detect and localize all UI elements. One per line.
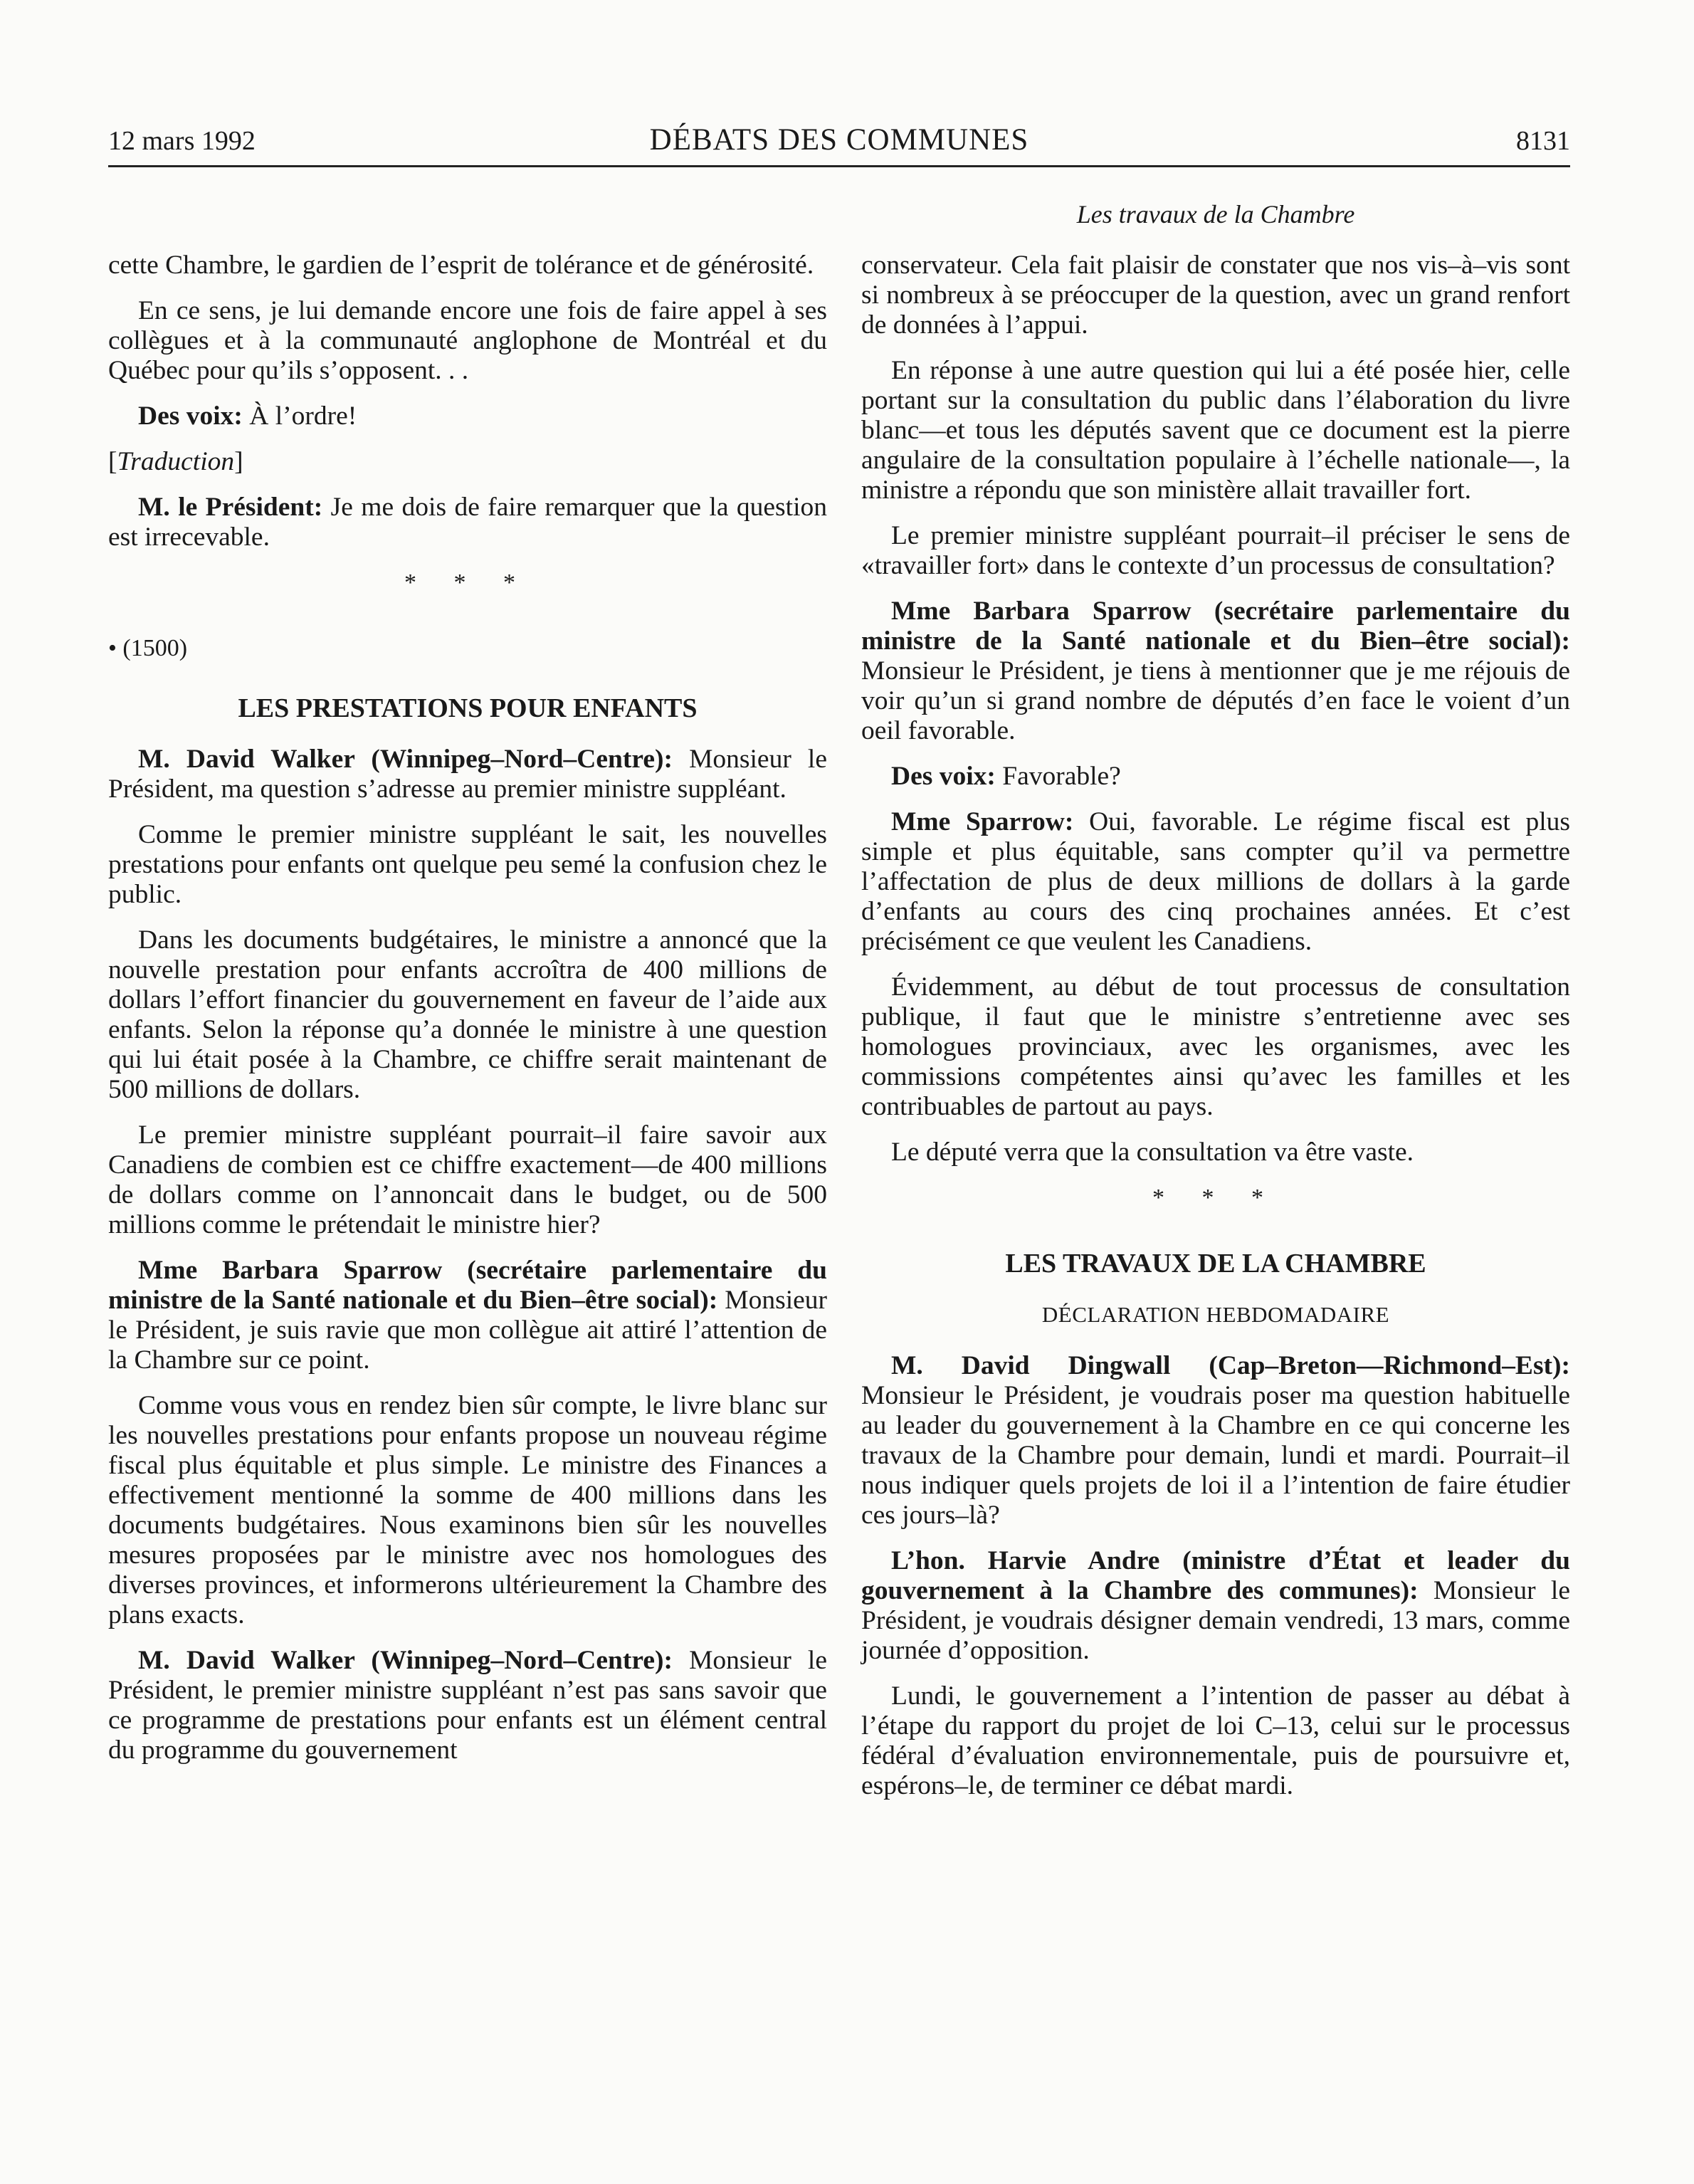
paragraph: Lundi, le gouvernement a l’intention de passer au débat à l’étape du rapport du projet de loi C–13, celui sur le processus fédéral d’évaluation environnementale, puis de poursuivre et, espérons–le, de terminer ce débat mardi. [861,1681,1570,1800]
section-separator: * * * [404,569,531,596]
paragraph: Mme Sparrow: Oui, favorable. Le régime fiscal est plus simple et plus équitable, sans compter qu’il va permettre l’affectation de plus de deux millions de dollars à la garde d’enfants au cours des cinq prochaines années. Et c’est précisément ce que veulent les Canadiens. [861,807,1570,956]
speaker: M. David Dingwall (Cap–Breton—Richmond–Est): [891,1351,1570,1380]
translation-note: [Traduction] [108,447,243,476]
header-title: DÉBATS DES COMMUNES [649,123,1029,157]
paragraph: M. David Dingwall (Cap–Breton—Richmond–Est): Monsieur le Président, je voudrais poser ma question habituelle au leader du gouvernement à la Chambre en ce qui concerne les travaux de la Chambre pour demain, lundi et mardi. Pourrait–il nous indiquer quels projets de loi il a l’intention de faire étudier ces jours–là? [861,1351,1570,1530]
section-separator: * * * [1152,1185,1279,1211]
speaker: Mme Barbara Sparrow (secrétaire parlementaire du ministre de la Santé nationale et du Bien–être social): [861,597,1570,656]
paragraph: En ce sens, je lui demande encore une fois de faire appel à ses collègues et à la communauté anglophone de Montréal et du Québec pour qu’ils s’opposent. . . [108,296,827,385]
speaker: Des voix: [138,401,243,431]
page-header [108,122,1570,167]
speaker: L’hon. Harvie Andre (ministre d’État et leader du gouvernement à la Chambre des communes): [861,1546,1570,1605]
paragraph: L’hon. Harvie Andre (ministre d’État et leader du gouvernement à la Chambre des communes): Monsieur le Président, je voudrais désigner demain vendredi, 13 mars, comme journée d’opposition. [861,1546,1570,1665]
right-column [861,251,1570,1817]
paragraph: Mme Barbara Sparrow (secrétaire parlementaire du ministre de la Santé nationale et du Bien–être social): Monsieur le Président, je tiens à mentionner que je me réjouis de voir qu’un si grand nombre de députés d’en face le voient d’un oeil favorable. [861,597,1570,745]
paragraph: M. le Président: Je me dois de faire remarquer que la question est irrecevable. [108,493,827,552]
section-heading: LES PRESTATIONS POUR ENFANTS [238,693,698,723]
paragraph: conservateur. Cela fait plaisir de constater que nos vis–à–vis sont si nombreux à se préoccuper de la question, avec un grand renfort de données à l’appui. [861,251,1570,340]
speaker: Mme Sparrow: [891,807,1074,836]
page-number: 8131 [1516,126,1570,156]
running-head: Les travaux de la Chambre [1076,200,1355,229]
paragraph: Des voix: À l’ordre! [138,401,357,431]
speaker: M. le Président: [138,493,323,522]
paragraph: Évidemment, au début de tout processus de consultation publique, il faut que le ministre s’entretienne avec ses homologues provinciaux, avec les organismes, avec les commissions compétentes ainsi qu’avec les familles et les contribuables de partout au pays. [861,972,1570,1121]
section-heading: LES TRAVAUX DE LA CHAMBRE [1005,1249,1426,1279]
paragraph: M. David Walker (Winnipeg–Nord–Centre): Monsieur le Président, ma question s’adresse au premier ministre suppléant. [108,745,827,804]
paragraph: cette Chambre, le gardien de l’esprit de tolérance et de générosité. [108,251,814,280]
paragraph: M. David Walker (Winnipeg–Nord–Centre): Monsieur le Président, le premier ministre suppléant n’est pas sans savoir que ce programme de prestations pour enfants est un élément central du programme du gouvernement [108,1646,827,1765]
paragraph: Comme le premier ministre suppléant le sait, les nouvelles prestations pour enfants ont quelque peu semé la confusion chez le public. [108,820,827,909]
paragraph: En réponse à une autre question qui lui a été posée hier, celle portant sur la consultation du public dans l’élaboration du livre blanc—et tous les députés savent que ce document est la pierre angulaire de la consultation populaire à l’échelle nationale—, la ministre a répondu que son ministère allait travailler fort. [861,356,1570,505]
header-date: 12 mars 1992 [108,126,256,156]
paragraph: Le premier ministre suppléant pourrait–il préciser le sens de «travailler fort» dans le contexte d’un processus de consultation? [861,521,1570,580]
left-column [108,251,827,1781]
timestamp: • (1500) [108,635,188,661]
speaker: Des voix: [891,762,996,791]
section-subheading: DÉCLARATION HEBDOMADAIRE [1041,1302,1390,1327]
speaker: Mme Barbara Sparrow (secrétaire parlementaire du ministre de la Santé nationale et du Bien–être social): [108,1256,827,1315]
speaker: M. David Walker (Winnipeg–Nord–Centre): [138,745,673,774]
paragraph: Le premier ministre suppléant pourrait–il faire savoir aux Canadiens de combien est ce chiffre exactement—de 400 millions de dollars comme on l’annoncait dans le budget, ou de 500 millions comme le prétendait le ministre hier? [108,1120,827,1239]
paragraph: Le député verra que la consultation va être vaste. [891,1138,1414,1167]
paragraph: Comme vous vous en rendez bien sûr compte, le livre blanc sur les nouvelles prestations pour enfants propose un nouveau régime fiscal plus équitable et plus simple. Le ministre des Finances a effectivement mentionné la somme de 400 millions dans les documents budgétaires. Nous examinons bien sûr les nouvelles mesures proposées par le ministre avec nos homologues des diverses provinces, et informerons ultérieurement la Chambre des plans exacts. [108,1391,827,1629]
paragraph: Dans les documents budgétaires, le ministre a annoncé que la nouvelle prestation pour enfants accroîtra de 400 millions de dollars l’effort financier du gouvernement en faveur de l’aide aux enfants. Selon la réponse qu’a donnée le ministre à une question qui lui était posée à la Chambre, ce chiffre serait maintenant de 500 millions de dollars. [108,925,827,1104]
paragraph: Mme Barbara Sparrow (secrétaire parlementaire du ministre de la Santé nationale et du Bien–être social): Monsieur le Président, je suis ravie que mon collègue ait attiré l’attention de la Chambre sur ce point. [108,1256,827,1375]
speaker: M. David Walker (Winnipeg–Nord–Centre): [138,1646,673,1675]
paragraph: Des voix: Favorable? [891,762,1121,791]
